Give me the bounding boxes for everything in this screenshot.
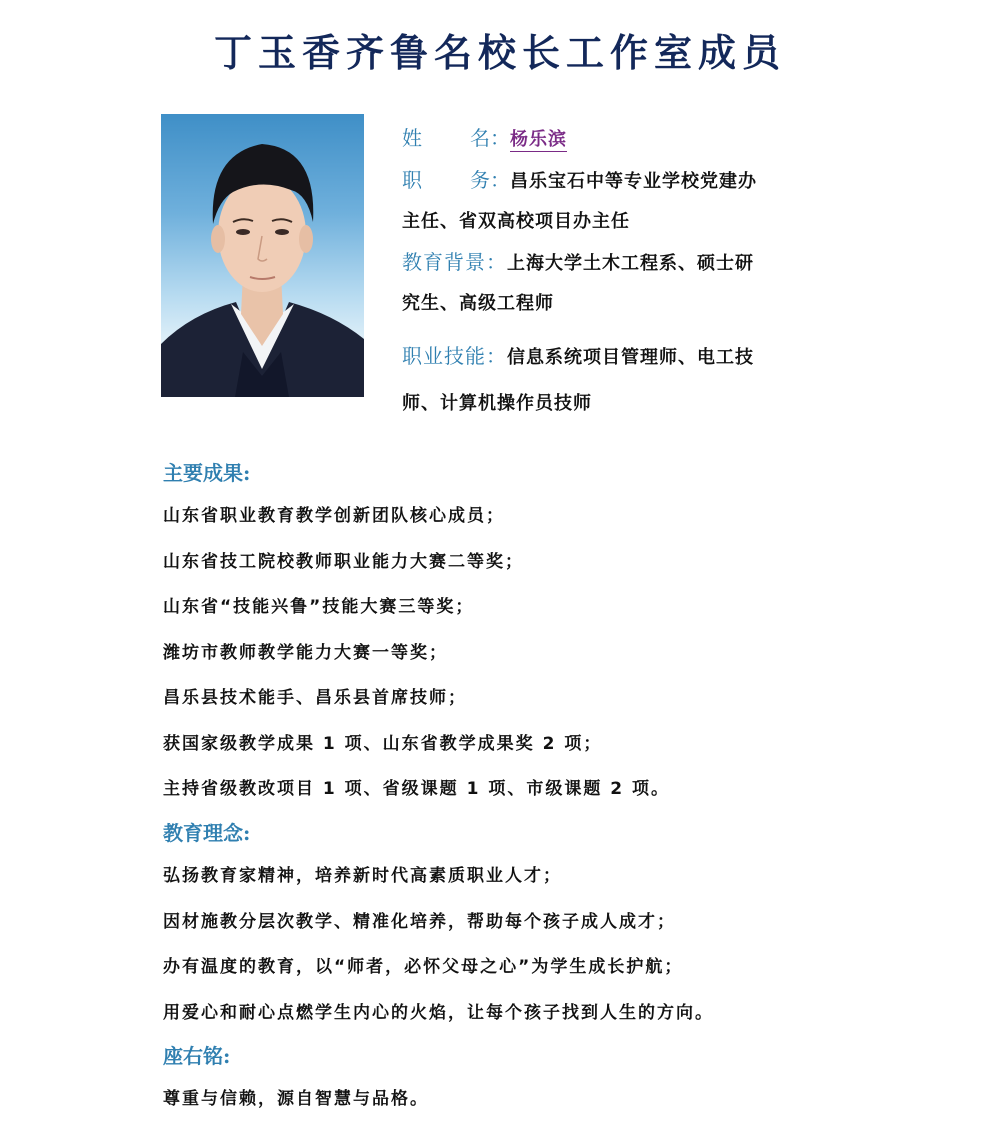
achievement-item: 山东省职业教育教学创新团队核心成员； <box>163 506 505 526</box>
philosophy-item: 弘扬教育家精神，培养新时代高素质职业人才； <box>163 866 562 886</box>
philosophy-item: 因材施教分层次教学、精准化培养，帮助每个孩子成人成才； <box>163 911 676 932</box>
profile-info <box>402 118 832 424</box>
skills-value-line1: 信息系统项目管理师、电工技 <box>507 347 754 368</box>
position-value-line1: 昌乐宝石中等专业学校党建办 <box>510 171 757 192</box>
philosophy-heading: 教育理念: <box>163 821 251 845</box>
profile-position-row <box>402 160 832 202</box>
achievements-section <box>163 460 863 813</box>
motto-heading: 座右铭: <box>163 1044 231 1068</box>
education-label: 教育背景： <box>402 250 507 274</box>
motto-item: 尊重与信赖，源自智慧与品格。 <box>163 1089 429 1109</box>
profile-education-row-cont: 究生、高级工程师 <box>402 293 554 314</box>
achievement-item: 获国家级教学成果 1 项、山东省教学成果奖 2 项； <box>163 733 603 754</box>
page-title: 丁玉香齐鲁名校长工作室成员 <box>213 30 786 75</box>
profile-skills-row <box>402 336 832 378</box>
achievement-item: 昌乐县技术能手、昌乐县首席技师； <box>163 688 467 708</box>
name-value: 杨乐滨 <box>510 129 567 150</box>
portrait-image <box>161 114 364 397</box>
position-label: 职务： <box>402 168 510 192</box>
skills-label: 职业技能： <box>402 344 507 368</box>
achievement-item: 主持省级教改项目 1 项、省级课题 1 项、市级课题 2 项。 <box>163 779 670 799</box>
name-label: 姓名： <box>402 126 510 150</box>
motto-section <box>163 1043 863 1123</box>
philosophy-item: 用爱心和耐心点燃学生内心的火焰，让每个孩子找到人生的方向。 <box>163 1002 714 1023</box>
profile-name-row <box>402 118 832 160</box>
achievement-item: 山东省技工院校教师职业能力大赛二等奖； <box>163 551 524 572</box>
profile-photo <box>161 114 364 397</box>
profile-skills-row-cont: 师、计算机操作员技师 <box>402 393 592 414</box>
achievements-heading: 主要成果: <box>163 461 251 485</box>
achievement-item: 山东省“技能兴鲁”技能大赛三等奖； <box>163 597 475 617</box>
profile-position-row-cont: 主任、省双高校项目办主任 <box>402 211 630 232</box>
profile-education-row <box>402 242 832 284</box>
achievement-item: 潍坊市教师教学能力大赛一等奖； <box>163 642 448 663</box>
philosophy-item: 办有温度的教育，以“师者，必怀父母之心”为学生成长护航； <box>163 957 684 977</box>
philosophy-section <box>163 820 863 1036</box>
education-value-line1: 上海大学土木工程系、硕士研 <box>507 253 754 274</box>
